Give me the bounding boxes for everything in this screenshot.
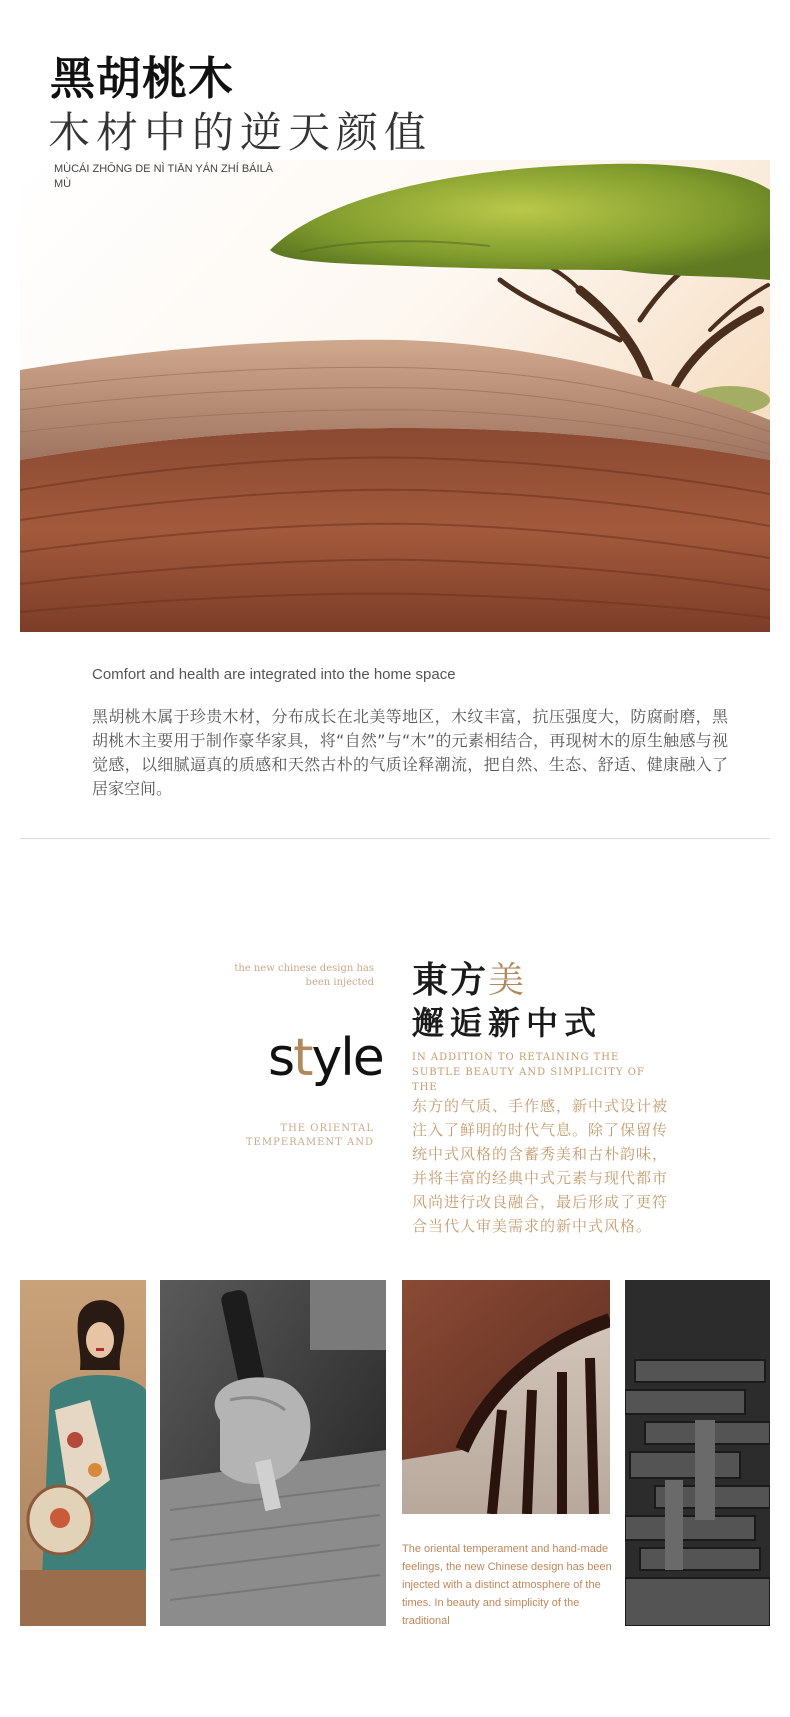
style-word-pre: s (268, 1028, 294, 1088)
hero-subtitle: 木材中的逆天颜值 (48, 108, 433, 157)
style-note-top: the new chinese design has been injected (234, 963, 374, 988)
hero-title: 黑胡桃木 (50, 52, 235, 105)
hero-wood-tree-image (20, 160, 770, 632)
eastern-title-line1 (412, 952, 526, 1003)
eastern-english-text: IN ADDITION TO RETAINING THE SUBTLE BEAUTY AND SIMPLICITY OF THE (412, 1052, 645, 1093)
intro-caption: Comfort and health are integrated into the home space (92, 666, 456, 683)
hero-pinyin: MÙCÁI ZHŌNG DE NÌ TIĀN YÁN ZHÍ BÁILÀ MÙ (54, 163, 274, 190)
gallery-caption: The oriental temperament and hand-made feelings, the new Chinese design has been injected with a distinct atmosphere of the times. In beauty and simplicity of the traditional (402, 1543, 612, 1627)
style-word (268, 1028, 383, 1088)
eastern-title-line2: 邂逅新中式 (412, 1004, 603, 1042)
section-divider (20, 838, 770, 839)
model-in-floral-robe-photo (20, 1280, 146, 1626)
hand-carving-wood-photo (160, 1280, 386, 1626)
eastern-title-main: 東方 (412, 959, 489, 1001)
eastern-body-text: 东方的气质、手作感，新中式设计被注入了鲜明的时代气息。除了保留传统中式风格的含蓄秀美和古朴韵味，并将丰富的经典中式元素与现代都市风尚进行改良融合，最后形成了更符合当代人审美需求的新中式风格。 (412, 1097, 669, 1235)
intro-body: 黑胡桃木属于珍贵木材，分布成长在北美等地区，木纹丰富，抗压强度大，防腐耐磨，黑胡桃木主要用于制作豪华家具，将“自然”与“木”的元素相结合，再现树木的原生触感与视觉感，以细腻逼真的质感和天然古朴的气质诠释潮流，把自然、生态、舒适、健康融入了居家空间。 (92, 707, 728, 798)
style-word-post: yle (311, 1028, 383, 1088)
style-word-accent: t (293, 1028, 312, 1088)
walnut-chair-detail-photo (402, 1280, 610, 1514)
stacked-wood-blocks-photo (625, 1280, 770, 1626)
style-note-bottom: THE ORIENTAL TEMPERAMENT AND (245, 1123, 374, 1148)
eastern-title-accent: 美 (488, 960, 527, 1001)
